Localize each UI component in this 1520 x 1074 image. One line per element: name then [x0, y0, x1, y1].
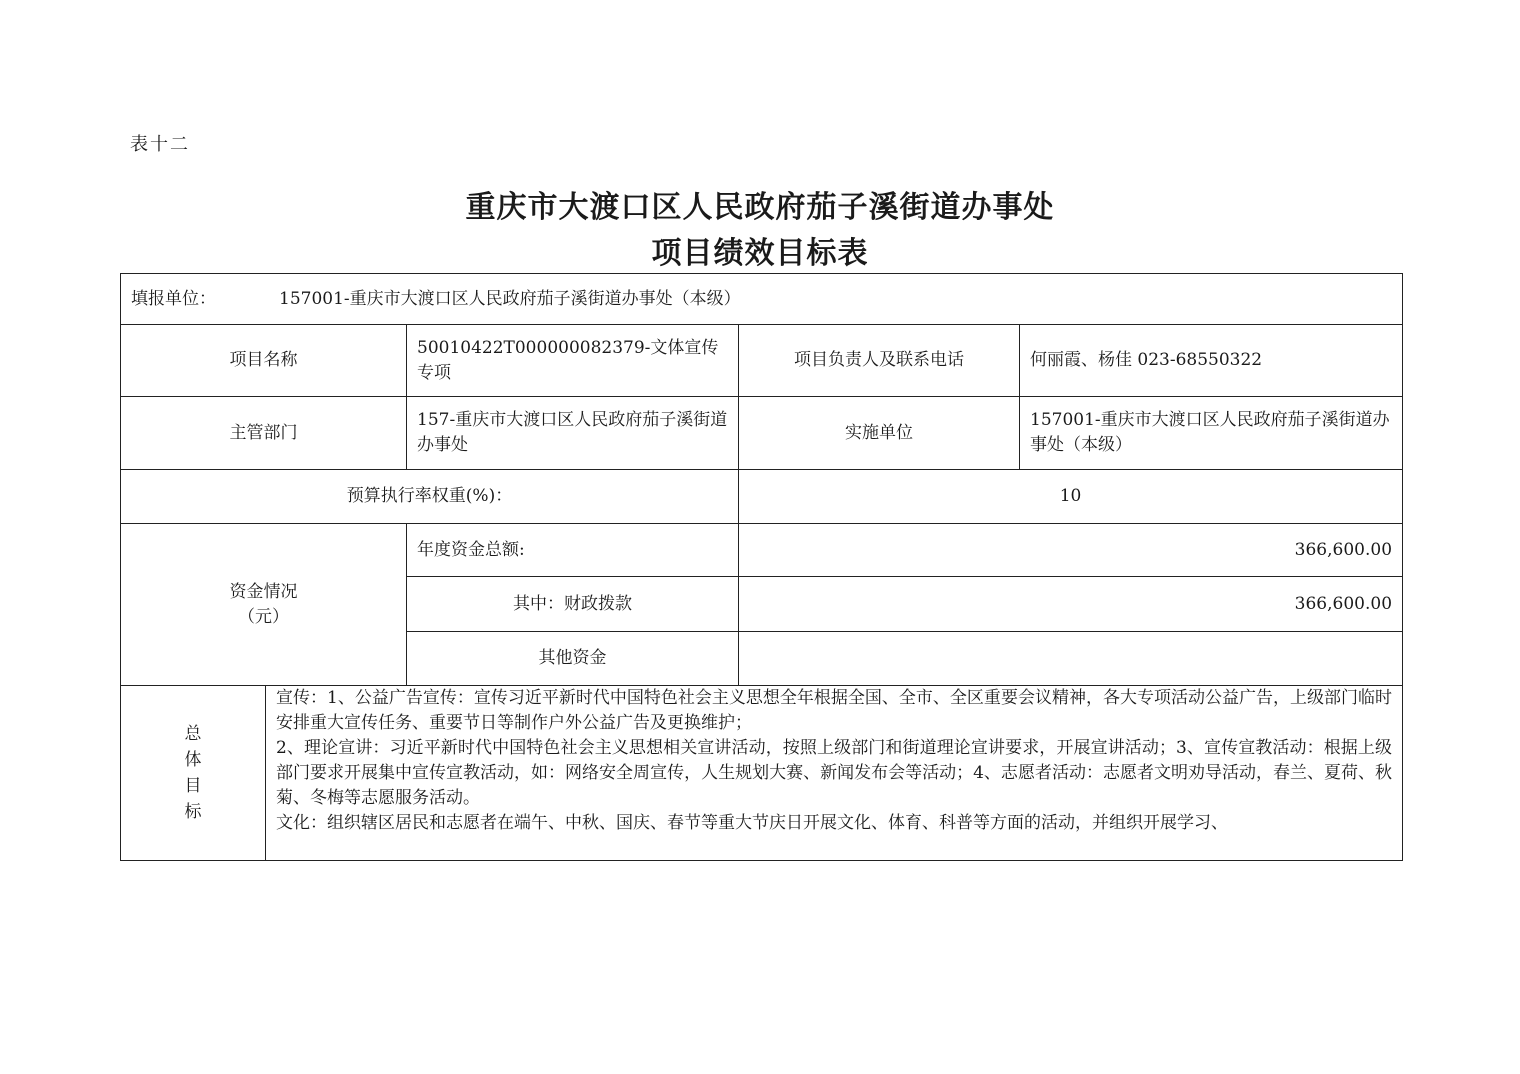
budget-weight-value: 10 — [739, 470, 1403, 524]
funding-label-line2: （元） — [238, 606, 289, 627]
impl-unit-value: 157001-重庆市大渡口区人民政府茄子溪街道办事处（本级） — [1020, 397, 1403, 470]
funding-total-row — [121, 524, 1403, 577]
project-name-row — [121, 325, 1403, 397]
overall-goal-text — [266, 686, 1403, 861]
goal-label-char: 体 — [184, 750, 202, 770]
table-number: 表十二 — [130, 134, 190, 155]
funding-label-line1: 资金情况 — [229, 581, 298, 602]
page-subtitle: 项目绩效目标表 — [651, 236, 869, 271]
project-name-value: 50010422T000000082379-文体宣传专项 — [407, 325, 739, 397]
page-title: 重庆市大渡口区人民政府茄子溪街道办事处 — [465, 190, 1055, 225]
impl-unit-label: 实施单位 — [739, 397, 1020, 470]
report-unit-label: 填报单位： — [131, 288, 216, 309]
funding-fiscal-value: 366,600.00 — [739, 577, 1403, 632]
funding-total-label: 年度资金总额: — [407, 524, 739, 577]
funding-other-value — [739, 632, 1403, 686]
budget-weight-label: 预算执行率权重(%)： — [121, 470, 739, 524]
funding-label — [121, 524, 407, 686]
overall-goal-row — [121, 686, 1403, 861]
report-unit-cell — [121, 274, 1403, 325]
overall-goal-label — [121, 686, 266, 861]
funding-total-value: 366,600.00 — [739, 524, 1403, 577]
project-name-label: 项目名称 — [121, 325, 407, 397]
project-contact-value: 何丽霞、杨佳 023-68550322 — [1020, 325, 1403, 397]
funding-other-label: 其他资金 — [407, 632, 739, 686]
goal-paragraph: 2、理论宣讲：习近平新时代中国特色社会主义思想相关宣讲活动，按照上级部门和街道理论宣讲要求，开展宣讲活动；3、宣传宣教活动：根据上级部门要求开展集中宣传宣教活动，如：网络安全周宣传，人生规划大赛、新闻发布会等活动；4、志愿者活动：志愿者文明劝导活动，春兰、夏荷、秋菊、冬梅等志愿服务活动。 — [276, 738, 1393, 808]
goal-label-char: 标 — [184, 802, 202, 822]
department-row — [121, 397, 1403, 470]
goal-label-char: 总 — [184, 724, 202, 744]
goal-paragraph: 文化：组织辖区居民和志愿者在端午、中秋、国庆、春节等重大节庆日开展文化、体育、科普等方面的活动，并组织开展学习、 — [276, 813, 1228, 833]
budget-weight-row — [121, 470, 1403, 524]
goal-label-char: 目 — [184, 776, 202, 796]
funding-fiscal-label: 其中：财政拨款 — [407, 577, 739, 632]
report-unit-row — [121, 274, 1403, 325]
goal-paragraph: 宣传：1、公益广告宣传：宣传习近平新时代中国特色社会主义思想全年根据全国、全市、全区重要会议精神，各大专项活动公益广告，上级部门临时安排重大宣传任务、重要节日等制作户外公益广告及更换维护； — [276, 688, 1393, 733]
dept-label: 主管部门 — [121, 397, 407, 470]
dept-value: 157-重庆市大渡口区人民政府茄子溪街道办事处 — [407, 397, 739, 470]
report-unit-value: 157001-重庆市大渡口区人民政府茄子溪街道办事处（本级） — [279, 288, 741, 309]
performance-target-table — [120, 273, 1403, 861]
project-contact-label: 项目负责人及联系电话 — [739, 325, 1020, 397]
